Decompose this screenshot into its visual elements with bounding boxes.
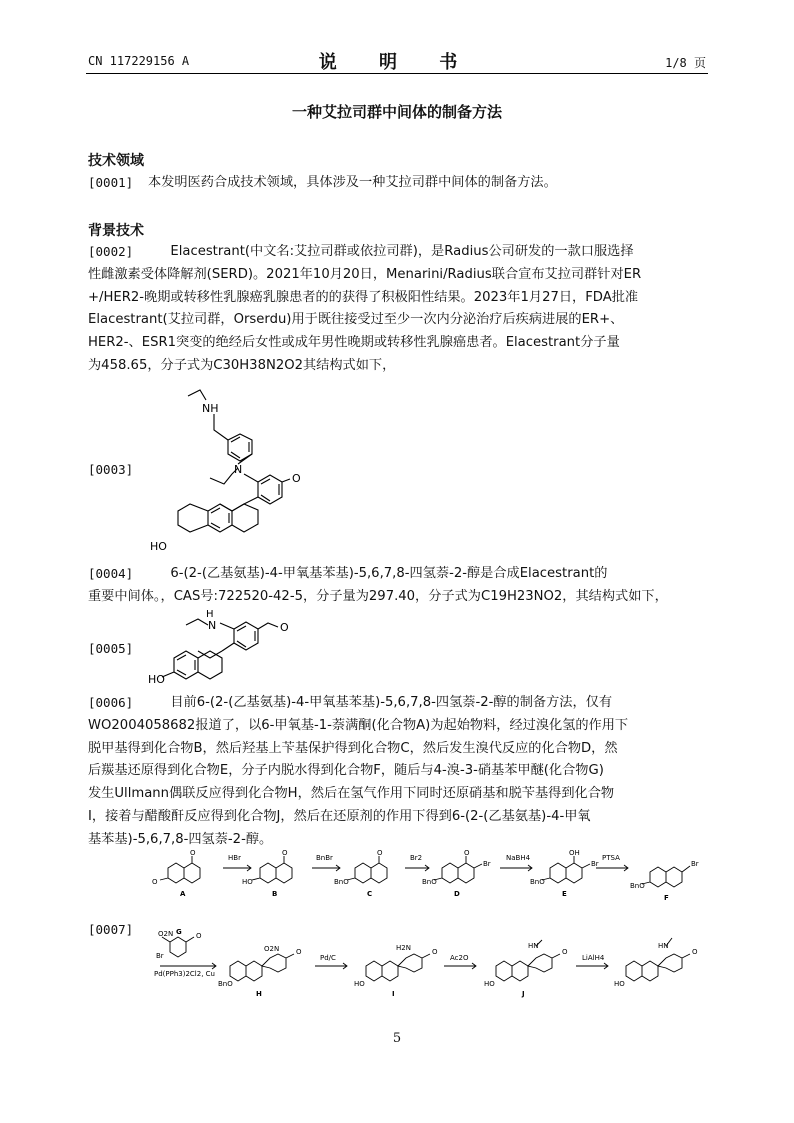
para-num-0007: [0007] bbox=[88, 922, 134, 937]
page-indicator: 1/8 页 bbox=[665, 56, 706, 70]
reagent-label: BnBr bbox=[316, 854, 333, 862]
br-atom: Br bbox=[591, 860, 599, 868]
reagent-label: HBr bbox=[228, 854, 241, 862]
line: 目前6-(2-(乙基氨基)-4-甲氧基苯基)-5,6,7,8-四氢萘-2-醇的制备方法，仅有 bbox=[144, 695, 613, 710]
para-num-0001: [0001] bbox=[88, 175, 134, 190]
reagent-label: NaBH4 bbox=[506, 854, 531, 862]
o-atom: O bbox=[282, 849, 288, 857]
reagent-label: LiAlH4 bbox=[582, 954, 605, 962]
o-atom: O bbox=[692, 948, 698, 956]
ho-atom: HO bbox=[242, 878, 253, 886]
compound-label: H bbox=[256, 990, 262, 998]
o2n-atom: O2N bbox=[158, 930, 174, 938]
ho-atom: HO bbox=[484, 980, 495, 988]
reagent-label: Ac2O bbox=[450, 954, 469, 962]
line: 基苯基)-5,6,7,8-四氢萘-2-醇。 bbox=[88, 831, 273, 847]
line: 性雌激素受体降解剂(SERD)。2021年10月20日，Menarini/Radius联合宣布艾拉司群针对ER bbox=[88, 266, 642, 282]
synthesis-scheme bbox=[150, 846, 710, 1000]
bno-atom: BnO bbox=[422, 878, 437, 886]
bno-atom: BnO bbox=[530, 878, 545, 886]
compound-label: C bbox=[367, 890, 373, 898]
doc-id: CN 117229156 A bbox=[88, 54, 190, 68]
para-num-0002: [0002] bbox=[88, 244, 134, 259]
o-atom: O bbox=[377, 849, 383, 857]
line: 脱甲基得到化合物B，然后羟基上苄基保护得到化合物C，然后发生溴代反应的化合物D，然 bbox=[88, 740, 618, 756]
para-num-0003: [0003] bbox=[88, 462, 134, 477]
header-title: 说 明 书 bbox=[318, 52, 476, 73]
compound-label: G bbox=[176, 928, 182, 936]
compound-label: F bbox=[664, 894, 669, 902]
line: 重要中间体。，CAS号:722520-42-5，分子量为297.40，分子式为C19H23NO2，其结构式如下， bbox=[88, 588, 668, 604]
line: 为458.65，分子式为C30H38N2O2其结构式如下， bbox=[88, 357, 396, 373]
o-atom: O bbox=[432, 948, 438, 956]
br-atom: Br bbox=[691, 860, 699, 868]
hn-atom: HN bbox=[658, 942, 669, 950]
line: I，接着与醋酸酐反应得到化合物J，然后在还原剂的作用下得到6-(2-(乙基氨基)-4-甲氧 bbox=[88, 808, 591, 824]
ho-label: HO bbox=[148, 673, 165, 685]
compound-label: A bbox=[180, 890, 186, 898]
header-rule bbox=[86, 73, 708, 74]
line: 发生Ullmann偶联反应得到化合物H，然后在氢气作用下同时还原硝基和脱苄基得到化合物 bbox=[88, 786, 615, 802]
nh-label: NH bbox=[202, 402, 219, 415]
para-0001: 本发明医药合成技术领域，具体涉及一种艾拉司群中间体的制备方法。 bbox=[148, 175, 557, 190]
line: 后羰基还原得到化合物E，分子内脱水得到化合物F，随后与4-溴-3-硝基苯甲醚(化合物G) bbox=[88, 763, 604, 779]
page-number: 5 bbox=[392, 1031, 402, 1046]
reagent-label: Br2 bbox=[410, 854, 423, 862]
br-atom: Br bbox=[483, 860, 491, 868]
o-atom: O bbox=[464, 849, 470, 857]
line: 6-(2-(乙基氨基)-4-甲氧基苯基)-5,6,7,8-四氢萘-2-醇是合成Elacestrant的 bbox=[144, 566, 608, 581]
compound-label: I bbox=[392, 990, 395, 998]
para-num-0004: [0004] bbox=[88, 566, 134, 581]
o-label: O bbox=[292, 472, 301, 485]
document-title: 一种艾拉司群中间体的制备方法 bbox=[291, 103, 502, 121]
elacestrant-structure bbox=[148, 382, 328, 554]
section-background: 背景技术 bbox=[88, 223, 144, 239]
n-label: N bbox=[208, 619, 217, 632]
reagent-label: Pd(PPh3)2Cl2, Cu bbox=[154, 970, 215, 978]
o-atom: O bbox=[196, 932, 202, 940]
line: WO2004058682报道了，以6-甲氧基-1-萘满酮(化合物A)为起始物料，经过溴化氢的作用下 bbox=[88, 717, 629, 733]
para-num-0006: [0006] bbox=[88, 695, 134, 710]
reagent-label: Pd/C bbox=[320, 954, 336, 962]
line: +/HER2-晚期或转移性乳腺癌乳腺患者的的获得了积极阳性结果。2023年1月27日，FDA批准 bbox=[88, 289, 639, 305]
compound-label: B bbox=[272, 890, 278, 898]
o2n-atom: O2N bbox=[264, 945, 280, 953]
o-atom: O bbox=[296, 948, 302, 956]
reagent-label: PTSA bbox=[602, 854, 620, 862]
h-label: H bbox=[206, 609, 214, 620]
o-atom: O bbox=[190, 849, 196, 857]
line: HER2-、ESR1突变的绝经后女性或成年男性晚期或转移性乳腺癌患者。Elacestrant分子量 bbox=[88, 335, 620, 351]
para-num-0005: [0005] bbox=[88, 641, 134, 656]
hn-atom: HN bbox=[528, 942, 539, 950]
compound-label: J bbox=[522, 990, 525, 998]
ho-label: HO bbox=[150, 540, 167, 553]
o-atom: O bbox=[562, 948, 568, 956]
para-0004 bbox=[88, 563, 710, 609]
br-atom: Br bbox=[156, 952, 164, 960]
ho-atom: HO bbox=[614, 980, 625, 988]
bno-atom: BnO bbox=[334, 878, 349, 886]
oh-atom: OH bbox=[569, 849, 580, 857]
compound-label: E bbox=[562, 890, 567, 898]
line: Elacestrant(中文名:艾拉司群或依拉司群)，是Radius公司研发的一款口服选择 bbox=[144, 244, 634, 259]
line: Elacestrant(艾拉司群，Orserdu)用于既往接受过至少一次内分泌治疗后疾病进展的ER+、 bbox=[88, 312, 624, 328]
section-tech-field: 技术领域 bbox=[88, 153, 144, 169]
bno-atom: BnO bbox=[218, 980, 233, 988]
compound-label: D bbox=[454, 890, 460, 898]
page-header bbox=[0, 48, 794, 72]
para-0006 bbox=[88, 692, 710, 852]
h2n-atom: H2N bbox=[396, 944, 411, 952]
n-label: N bbox=[234, 463, 243, 476]
o-atom: O bbox=[152, 878, 158, 886]
intermediate-structure bbox=[148, 605, 318, 685]
o-label: O bbox=[280, 621, 289, 634]
ho-atom: HO bbox=[354, 980, 365, 988]
para-0002 bbox=[88, 241, 710, 378]
bno-atom: BnO bbox=[630, 882, 645, 890]
